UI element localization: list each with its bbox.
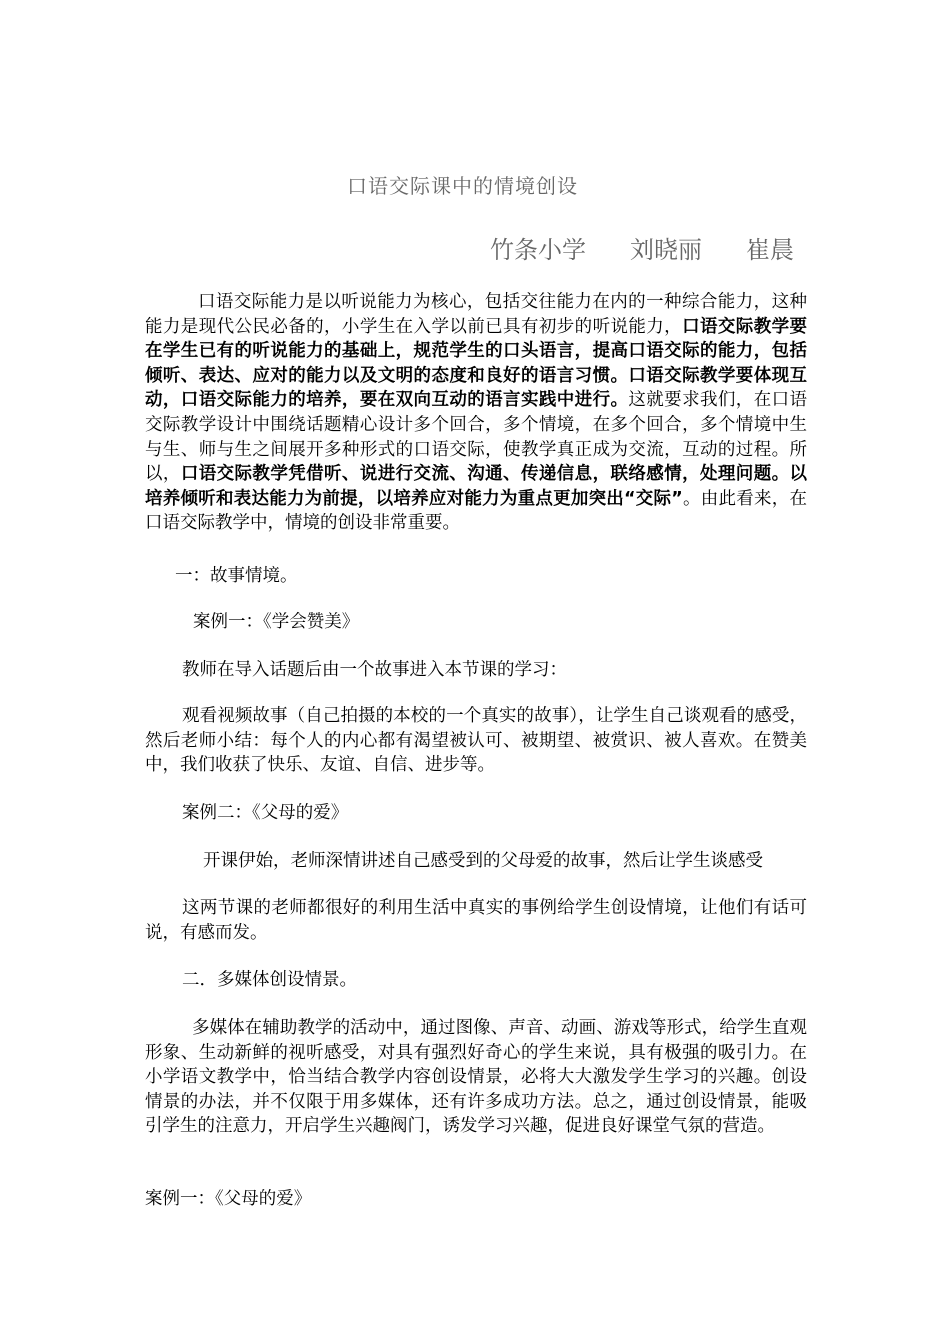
section1-heading: 一：故事情境。 (175, 566, 298, 586)
intro-text-3: 。由此看来，在口语交际教学中，情境的创设非常重要。 (145, 488, 807, 534)
author-school: 竹条小学 (490, 236, 586, 264)
author-line (490, 230, 820, 265)
section1-case1-intro: 教师在导入话题后由一个故事进入本节课的学习： (182, 660, 567, 680)
author-name-2: 崔晨 (746, 236, 794, 264)
section1-case2-body: 开课伊始，老师深情讲述自己感受到的父母爱的故事，然后让学生谈感受 (203, 851, 763, 871)
section1-case2-title: 案例二：《父母的爱》 (182, 803, 349, 823)
intro-text-2: 这就要求我们，在口语交际教学设计中围绕话题精心设计多个回合，多个情境，在多个回合，多个情境中生与生、师与生之间展开多种形式的口语交际，使教学真正成为交流，互动的过程。所以， (145, 390, 807, 485)
intro-bold-1: 口语交际教学要在学生已有的听说能力的基础上，规范学生的口头语言，提高口语交际的能力，包括倾听、表达、应对的能力以及文明的态度和良好的语言习惯。口语交际教学要体现互动，口语交际能力的培养，要在双向互动的语言实践中进行。 (145, 316, 808, 411)
section2-heading: 二．多媒体创设情景。 (182, 970, 357, 990)
document-title: 口语交际课中的情境创设 (347, 174, 578, 198)
section1-case1-body: 观看视频故事（自己拍摄的本校的一个真实的故事），让学生自己谈观看的感受，然后老师小结：每个人的内心都有渴望被认可、被期望、被赏识、被人喜欢。在赞美中，我们收获了快乐、友谊、自信、进步等。 (145, 706, 807, 776)
section2-case1-title: 案例一：《父母的爱》 (145, 1189, 312, 1209)
intro-paragraph (145, 290, 807, 536)
section2-body: 多媒体在辅助教学的活动中，通过图像、声音、动画、游戏等形式，给学生直观形象、生动新鲜的视听感受，对具有强烈好奇心的学生来说，具有极强的吸引力。在小学语文教学中，恰当结合教学内容创设情景，必将大大激发学生学习的兴趣。创设情景的办法，并不仅限于用多媒体，还有许多成功方法。总之，通过创设情景，能吸引学生的注意力，开启学生兴趣阀门，诱发学习兴趣，促进良好课堂气氛的营造。 (145, 1018, 807, 1137)
intro-text-1: 口语交际能力是以听说能力为核心，包括交往能力在内的一种综合能力，这种能力是现代公民必备的，小学生在入学以前已具有初步的听说能力， (145, 292, 807, 337)
intro-bold-2: 口语交际教学凭借听、说进行交流、沟通、传递信息，联络感情，处理问题。以培养倾听和表达能力为前提，以培养应对能力为重点更加突出“交际” (145, 464, 808, 509)
section1-summary: 这两节课的老师都很好的利用生活中真实的事例给学生创设情境，让他们有话可说，有感而发。 (145, 898, 807, 943)
section1-case1-title: 案例一：《学会赞美》 (193, 612, 360, 632)
author-name-1: 刘晓丽 (630, 236, 702, 264)
